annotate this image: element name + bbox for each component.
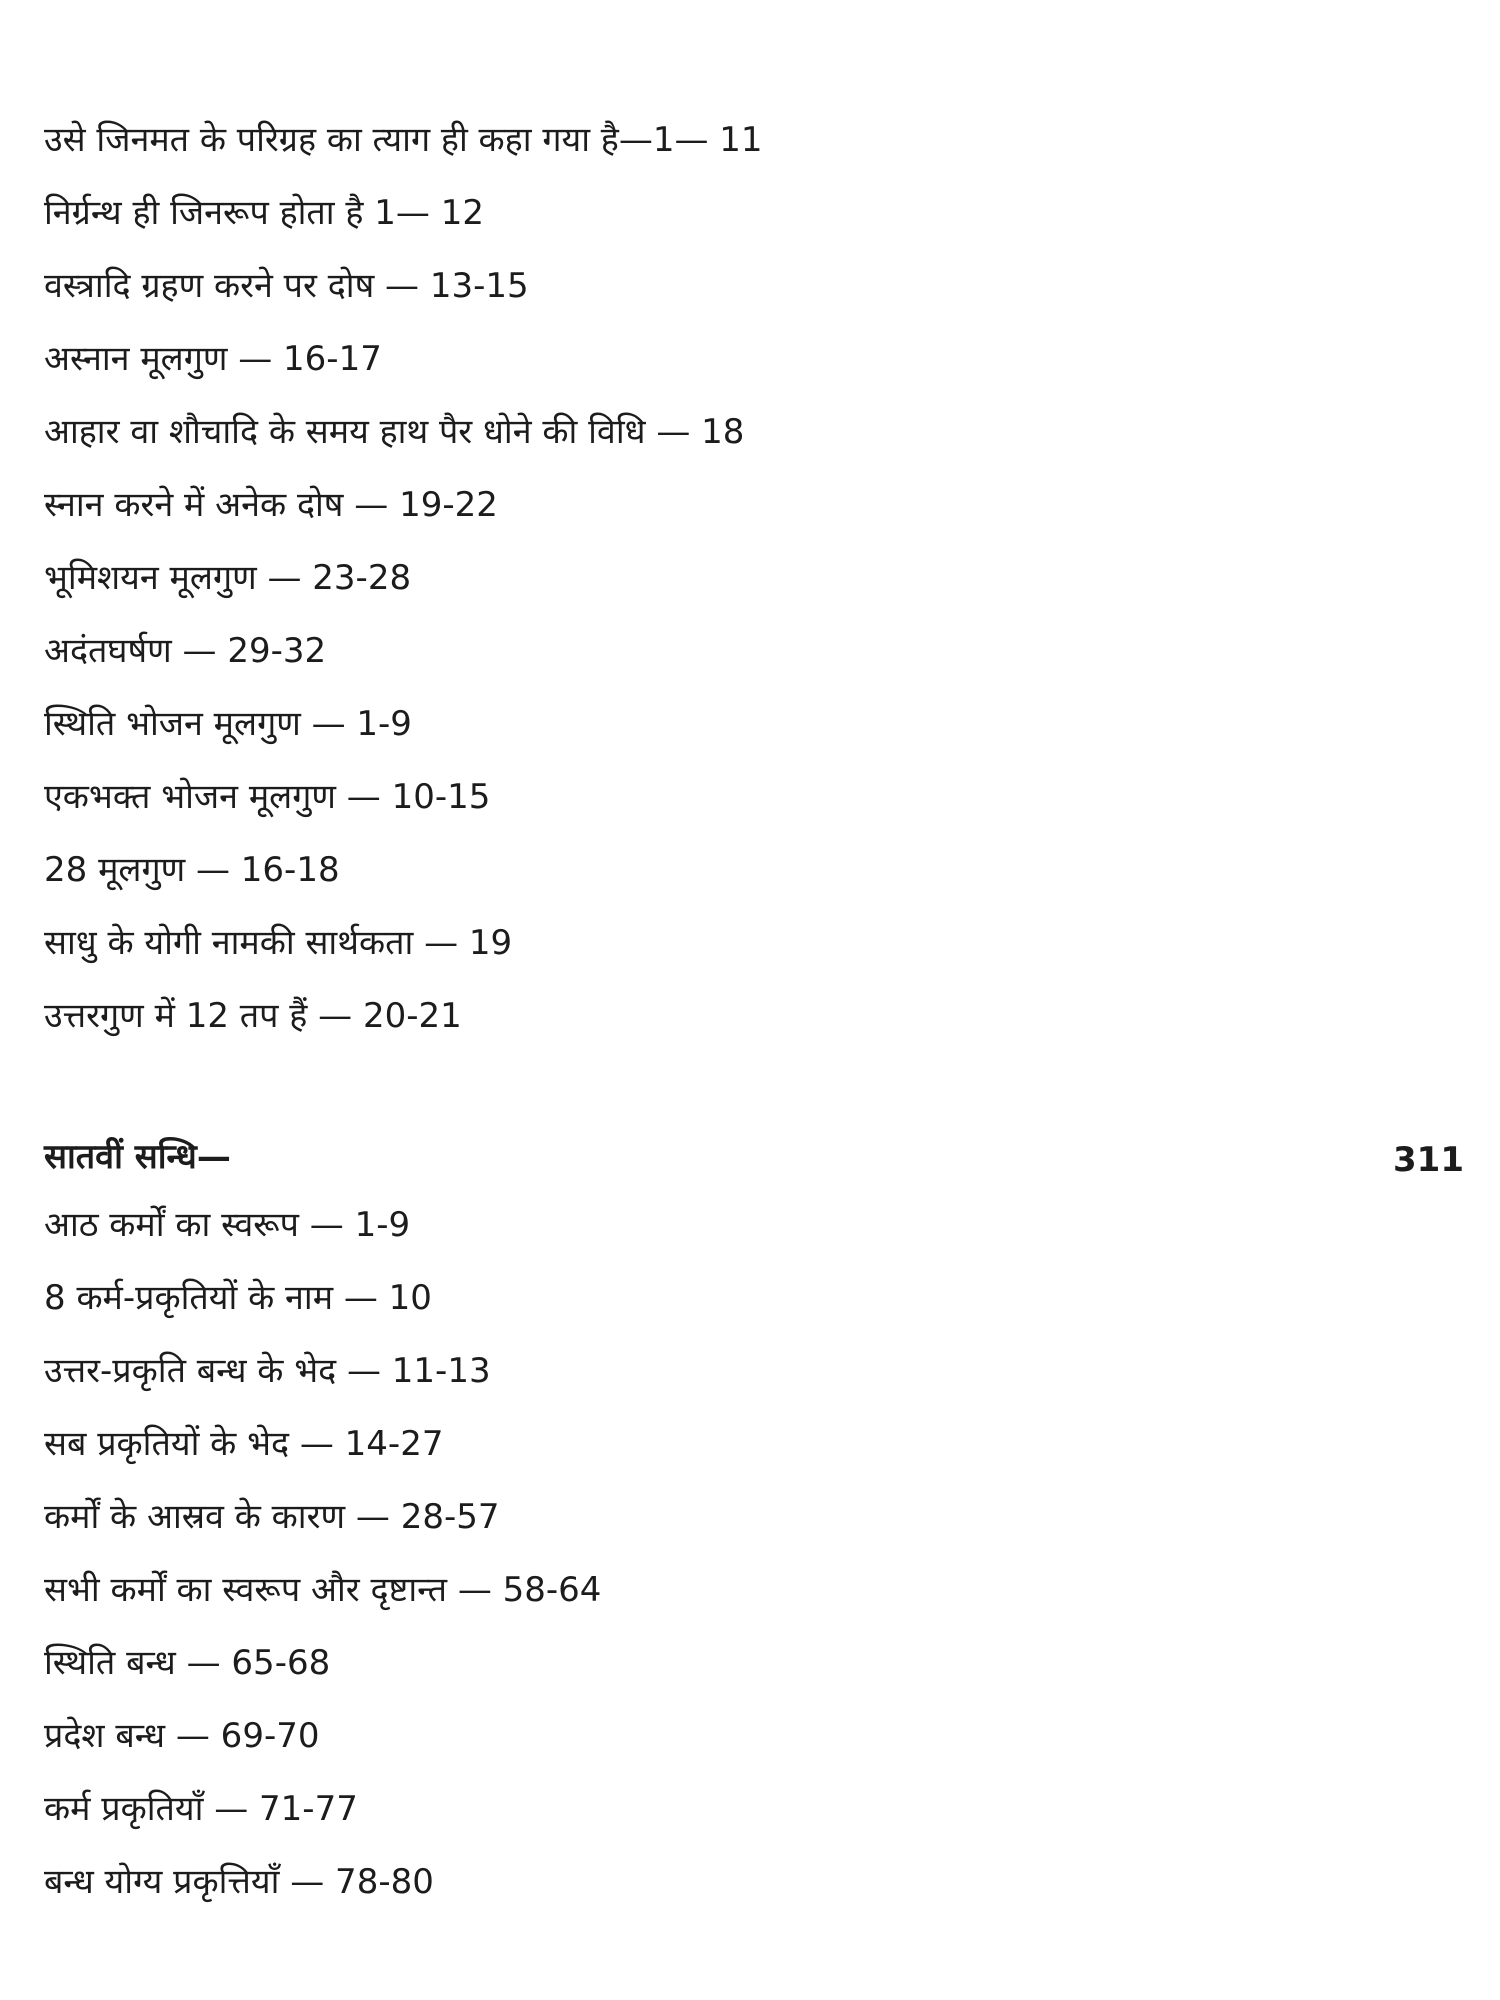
contents-entry: अदंतघर्षण — 29-32 xyxy=(44,631,327,671)
contents-section-seventh xyxy=(44,1125,1044,1919)
contents-entry: एकभक्त भोजन मूलगुण — 10-15 xyxy=(44,777,491,817)
contents-entry: बन्ध योग्य प्रकृत्तियाँ — 78-80 xyxy=(44,1862,434,1902)
contents-entry: कर्म प्रकृतियाँ — 71-77 xyxy=(44,1789,358,1829)
contents-entry: आठ कर्मों का स्वरूप — 1-9 xyxy=(44,1205,411,1245)
contents-entry: अस्नान मूलगुण — 16-17 xyxy=(44,339,382,379)
contents-entry: प्रदेश बन्ध — 69-70 xyxy=(44,1716,320,1756)
contents-entry: 28 मूलगुण — 16-18 xyxy=(44,850,340,890)
contents-entry: आहार वा शौचादि के समय हाथ पैर धोने की विधि — 18 xyxy=(44,412,745,452)
contents-entry: उत्तर-प्रकृति बन्ध के भेद — 11-13 xyxy=(44,1351,491,1391)
contents-entry: 8 कर्म-प्रकृतियों के नाम — 10 xyxy=(44,1278,432,1318)
contents-entry: भूमिशयन मूलगुण — 23-28 xyxy=(44,558,412,598)
contents-entry: वस्त्रादि ग्रहण करने पर दोष — 13-15 xyxy=(44,266,529,306)
contents-entry: उसे जिनमत के परिग्रह का त्याग ही कहा गया है—1— 11 xyxy=(44,120,763,160)
contents-entry: सभी कर्मों का स्वरूप और दृष्टान्त — 58-64 xyxy=(44,1570,602,1610)
section-heading: सातवीं सन्धि— xyxy=(44,1137,231,1177)
contents-entry: निर्ग्रन्थ ही जिनरूप होता है 1— 12 xyxy=(44,193,484,233)
contents-entry: स्थिति बन्ध — 65-68 xyxy=(44,1643,331,1683)
contents-section-sixth xyxy=(44,104,1044,1053)
contents-entry: स्नान करने में अनेक दोष — 19-22 xyxy=(44,485,498,525)
contents-entry: कर्मों के आस्रव के कारण — 28-57 xyxy=(44,1497,500,1537)
contents-entry: साधु के योगी नामकी सार्थकता — 19 xyxy=(44,923,513,963)
contents-entry: उत्तरगुण में 12 तप हैं — 20-21 xyxy=(44,996,462,1036)
contents-entry: स्थिति भोजन मूलगुण — 1-9 xyxy=(44,704,412,744)
page-number: 311 xyxy=(1393,1140,1464,1180)
contents-entry: सब प्रकृतियों के भेद — 14-27 xyxy=(44,1424,444,1464)
